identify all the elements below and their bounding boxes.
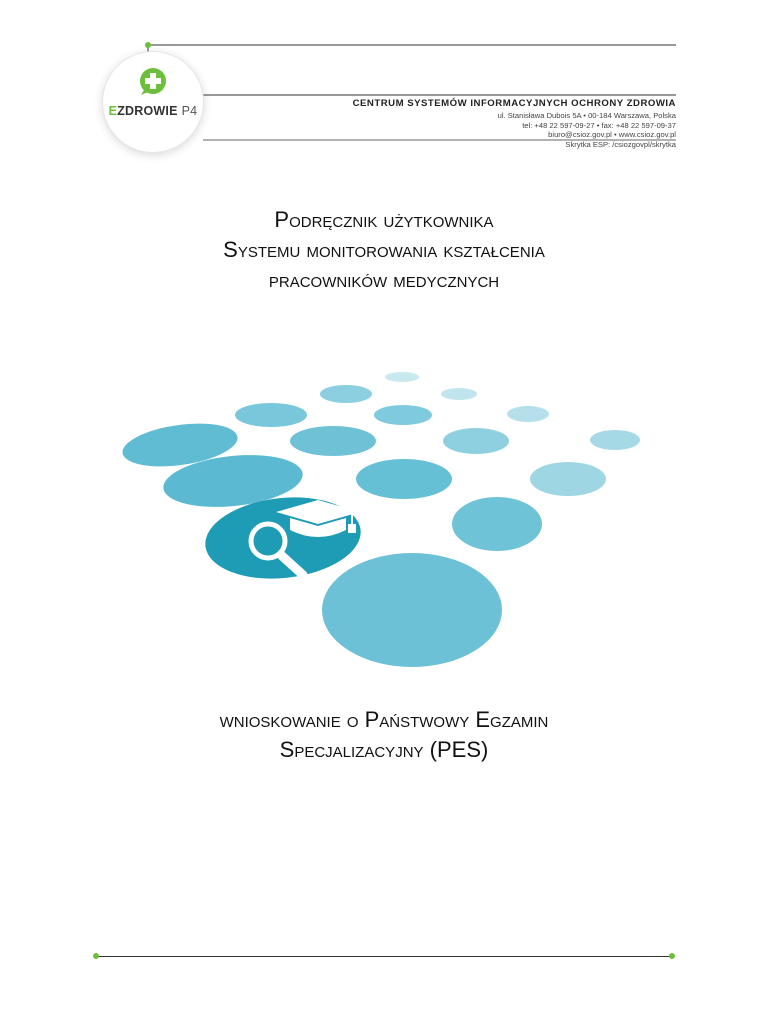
address-line: Skrytka ESP: /csiozgovpl/skrytka: [565, 139, 676, 149]
logo-brand-rest: ZDROWIE: [117, 104, 178, 118]
address-line: biuro@csioz.gov.pl • www.csioz.gov.pl: [548, 130, 676, 140]
header: [0, 0, 768, 170]
decorative-ellipses: [120, 372, 640, 667]
subtitle-line: Specjalizacyjny (PES): [279, 737, 489, 762]
footer-line: [96, 956, 672, 957]
title-line: pracowników medycznych: [268, 267, 500, 292]
organization-address: [498, 111, 676, 149]
address-line: ul. Stanisława Dubois 5A • 00-184 Warszawa, Polska: [497, 111, 676, 120]
title-line: Podręcznik użytkownika: [274, 207, 494, 232]
document-subtitle: [0, 705, 768, 765]
footer-dot-right: [669, 953, 675, 959]
logo-brand-suffix: P4: [181, 104, 198, 118]
logo-brand-e: E: [108, 104, 118, 118]
address-line: tel: +48 22 597-09-27 • fax: +48 22 597-09-37: [522, 120, 676, 130]
health-plus-icon: [138, 66, 168, 96]
logo: [103, 52, 203, 152]
organization-name: CENTRUM SYSTEMÓW INFORMACYJNYCH OCHRONY ZDROWIA: [352, 98, 676, 109]
subtitle-line: wnioskowanie o Państwowy Egzamin: [219, 707, 549, 732]
title-line: Systemu monitorowania kształcenia: [223, 237, 545, 262]
cover-graphic: [0, 360, 768, 680]
document-title: [0, 205, 768, 295]
footer-dot-left: [93, 953, 99, 959]
logo-text: [103, 104, 203, 118]
